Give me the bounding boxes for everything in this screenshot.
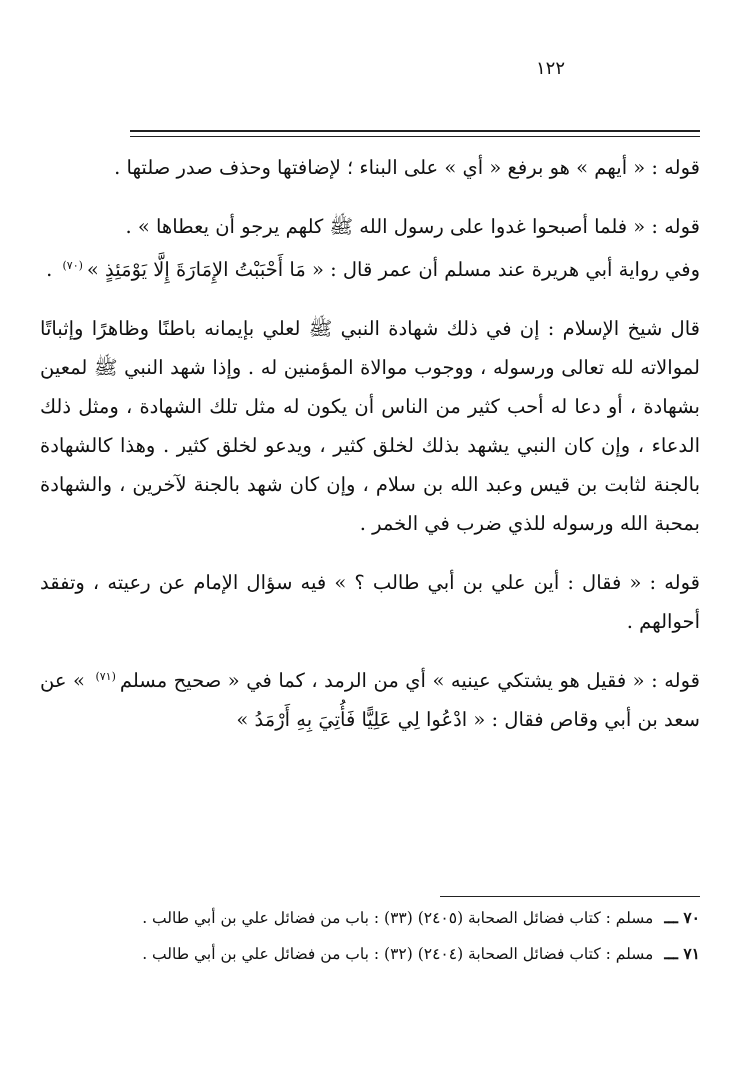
footnote-71 xyxy=(40,939,700,969)
footnotes xyxy=(40,903,700,975)
footnote-number: ٧٠ ـــ xyxy=(664,908,700,927)
footnote-text: مسلم : كتاب فضائل الصحابة (٢٤٠٤) (٣٢) : باب من فضائل علي بن أبي طالب . xyxy=(142,945,654,963)
footnote-70 xyxy=(40,903,700,933)
paragraph-text: قوله : « أيهم » هو برفع « أي » على البناء ؛ لإضافتها وحذف صدر صلتها . xyxy=(114,156,700,179)
footnote-rule xyxy=(440,896,700,897)
paragraph-2 xyxy=(40,207,700,246)
page-number: ١٢٢ xyxy=(536,58,566,79)
paragraph-4 xyxy=(40,309,700,543)
paragraph-tail: » عن سعد بن أبي وقاص فقال : « ادْعُوا لِي عَلِيًّا فَأُتِيَ بِهِ أَرْمَدُ » xyxy=(40,669,700,731)
footnote-ref: (٧١) xyxy=(95,669,116,683)
paragraph-text: قوله : « فقيل هو يشتكي عينيه » أي من الرمد ، كما في « صحيح مسلم xyxy=(119,669,700,692)
paragraph-text: قال شيخ الإسلام : إن في ذلك شهادة النبي ﷺ لعلي بإيمانه باطنًا وظاهرًا وإثباتًا لموالاته لله تعالى ورسوله ، ووجوب موالاة المؤمنين له . وإذا شهد النبي ﷺ لمعين بشهادة ، أو دعا له أحب كثير من الناس أن يكون له مثل تلك الشهادة ، ومثل ذلك الدعاء ، وإن كان النبي يشهد بذلك لخلق كثير ، ويدعو لخلق كثير . وهذا كالشهادة بالجنة لثابت بن قيس وعبد الله بن سلام ، وإن كان شهد بالجنة لآخرين ، والشهادة بمحبة الله ورسوله للذي ضرب في الخمر . xyxy=(40,317,700,535)
header-rule-thin xyxy=(130,136,700,137)
paragraph-text: وفي رواية أبي هريرة عند مسلم أن عمر قال : « مَا أَحْبَبْتُ الإِمَارَةَ إِلَّا يَوْمَئِذٍ » xyxy=(86,258,700,281)
paragraph-3 xyxy=(40,250,700,289)
main-text xyxy=(40,148,700,739)
footnote-text: مسلم : كتاب فضائل الصحابة (٢٤٠٥) (٣٣) : باب من فضائل علي بن أبي طالب . xyxy=(142,909,654,927)
footnote-number: ٧١ ـــ xyxy=(664,944,700,963)
header-rule xyxy=(130,130,700,132)
paragraph-1 xyxy=(40,148,700,187)
paragraph-5 xyxy=(40,563,700,641)
paragraph-text: قوله : « فقال : أين علي بن أبي طالب ؟ » فيه سؤال الإمام عن رعيته ، وتفقد أحوالهم . xyxy=(40,571,700,633)
paragraph-tail: . xyxy=(46,258,59,281)
footnote-ref: (٧٠) xyxy=(62,258,83,272)
paragraph-text: قوله : « فلما أصبحوا غدوا على رسول الله ﷺ كلهم يرجو أن يعطاها » . xyxy=(125,215,700,238)
paragraph-6 xyxy=(40,661,700,739)
